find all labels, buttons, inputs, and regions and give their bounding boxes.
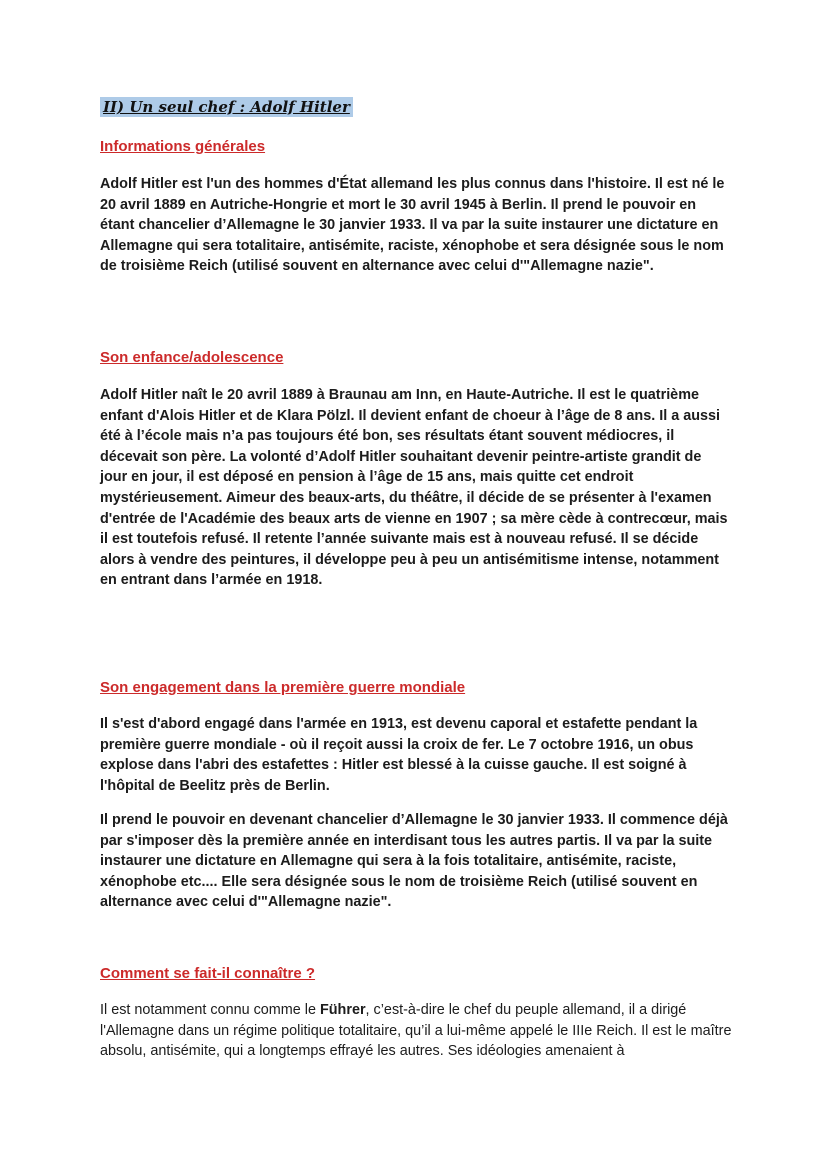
- paragraph-connaitre-before: Il est notamment connu comme le: [100, 1002, 320, 1018]
- paragraph-engagement-2: Il prend le pouvoir en devenant chancelier d’Allemagne le 30 janvier 1933. Il commence déjà par s'imposer dès la première année en interdisant tous les autres partis. Il va par la suite instaurer une dictature en Allemagne qui sera à la fois totalitaire, antisémite, raciste, xénophobe etc.... Elle sera désignée sous le nom de troisième Reich (utilisé souvent en alternance avec celui d'"Allemagne nazie".: [100, 812, 728, 911]
- paragraph-engagement-1: Il s'est d'abord engagé dans l'armée en 1913, est devenu caporal et estafette pendant la première guerre mondiale - où il reçoit aussi la croix de fer. Le 7 octobre 1916, un obus explose dans l'abri des estafettes : Hitler est blessé à la cuisse gauche. Il est soigné à l'hôpital de Beelitz près de Berlin.: [100, 716, 698, 794]
- paragraph-informations: Adolf Hitler est l'un des hommes d'État allemand les plus connus dans l'histoire. Il est né le 20 avril 1889 en Autriche-Hongrie et mort le 30 avril 1945 à Berlin. Il prend le pouvoir en étant chancelier d’Allemagne le 30 janvier 1933. Il va par la suite instaurer une dictature en Allemagne qui sera totalitaire, antisémite, raciste, xénophobe et sera désignée sous le nom de troisième Reich (utilisé souvent en alternance avec celui d'"Allemagne nazie".: [100, 176, 725, 275]
- paragraph-connaitre: [100, 1000, 732, 1062]
- fuhrer-term: Führer: [319, 1002, 366, 1018]
- document-title: II) Un seul chef : Adolf Hitler: [100, 97, 353, 117]
- paragraph-enfance: Adolf Hitler naît le 20 avril 1889 à Braunau am Inn, en Haute-Autriche. Il est le quatrième enfant d'Alois Hitler et de Klara Pölzl. Il devient enfant de choeur à l’âge de 8 ans. Il a aussi été à l’école mais n’a pas toujours été bon, ses résultats étant souvent médiocres, il décevait son père. La volonté d’Adolf Hitler souhaitant devenir peintre-artiste grandit de jour en jour, il est déposé en pension à l’âge de 15 ans, mais quitte cet endroit mystérieusement. Aimeur des beaux-arts, du théâtre, il décide de se présenter à l'examen d'entrée de l'Académie des beaux arts de vienne en 1907 ; sa mère cède à contrecœur, mais il est toutefois refusé. Il retente l’année suivante mais est à nouveau refusé. Il se décide alors à vendre des peintures, il développe peu à peu un antisémitisme intense, notamment en entrant dans l’armée en 1918.: [100, 387, 728, 589]
- section-heading-engagement: Son engagement dans la première guerre mondiale: [100, 679, 466, 696]
- paragraph-connaitre-after: , c’est-à-dire le chef du peuple allemand, il a dirigé l'Allemagne dans un régime politique totalitaire, qu’il a lui-même appelé le IIIe Reich. Il est le maître absolu, antisémite, qui a longtemps effrayé les autres. Ses idéologies amenaient à: [100, 1002, 732, 1060]
- section-heading-connaitre: Comment se fait-il connaître ?: [100, 965, 316, 982]
- section-heading-informations: Informations générales: [100, 138, 266, 155]
- section-heading-enfance: Son enfance/adolescence: [100, 349, 284, 366]
